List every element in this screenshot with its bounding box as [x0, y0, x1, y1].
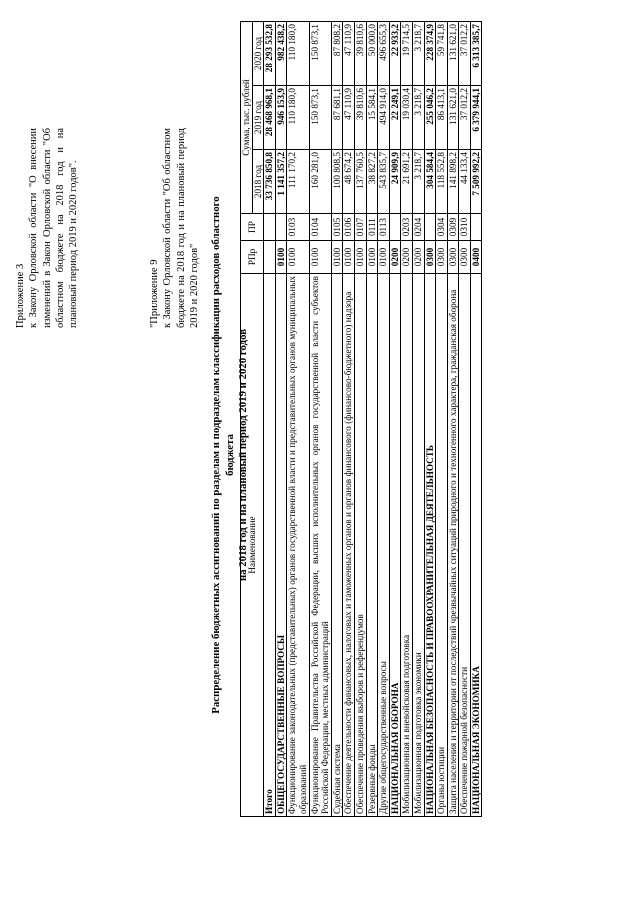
row-2018: 21 691,2 — [401, 150, 413, 214]
row-pr — [470, 214, 482, 241]
row-2018: 141 898,2 — [447, 150, 459, 214]
header-2020: 2020 год — [252, 21, 264, 85]
header-2019: 2019 год — [252, 86, 264, 150]
header-2018: 2018 год — [252, 150, 264, 214]
row-name: Мобилизационная подготовка экономики — [412, 274, 424, 817]
row-pr: 0203 — [401, 214, 413, 241]
row-pr: 0204 — [412, 214, 424, 241]
row-2019: 22 249,1 — [389, 86, 401, 150]
row-rpr: 0300 — [424, 241, 436, 274]
row-2019: 6 379 944,1 — [470, 86, 482, 150]
row-name: НАЦИОНАЛЬНАЯ БЕЗОПАСНОСТЬ И ПРАВООХРАНИТЕЛЬНАЯ ДЕЯТЕЛЬНОСТЬ — [424, 274, 436, 817]
row-2019: 255 046,2 — [424, 86, 436, 150]
row-name: НАЦИОНАЛЬНАЯ ЭКОНОМИКА — [470, 274, 482, 817]
row-name: Резервные фонды — [366, 274, 378, 817]
row-2018: 160 281,0 — [309, 150, 331, 214]
row-name: Органы юстиции — [436, 274, 448, 817]
row-2019: 28 468 968,1 — [264, 86, 276, 150]
row-pr: 0104 — [309, 214, 331, 241]
row-name: Итого — [264, 274, 276, 817]
row-2020: 496 655,3 — [378, 21, 390, 85]
row-name: Функционирование законодательных (представительных) органов государственной власти и представительных органов муниципальных образований — [287, 274, 309, 817]
row-2019: 494 914,0 — [378, 86, 390, 150]
row-pr: 0105 — [331, 214, 343, 241]
header-sum: Сумма, тыс. рублей — [241, 21, 253, 213]
row-2020: 87 808,2 — [331, 21, 343, 85]
row-2019: 86 413,1 — [436, 86, 448, 150]
row-2019: 110 180,0 — [287, 86, 309, 150]
row-rpr: 0100 — [309, 241, 331, 274]
row-2018: 100 808,5 — [331, 150, 343, 214]
row-name: Судебная система — [331, 274, 343, 817]
row-2018: 24 909,9 — [389, 150, 401, 214]
row-2018: 543 835,7 — [378, 150, 390, 214]
appendix-note — [14, 128, 80, 328]
row-pr: 0113 — [378, 214, 390, 241]
row-2018: 304 584,4 — [424, 150, 436, 214]
table-row — [343, 21, 355, 816]
row-2020: 6 313 385,7 — [470, 21, 482, 85]
table-row — [412, 21, 424, 816]
row-rpr: 0100 — [287, 241, 309, 274]
row-2019: 15 584,1 — [366, 86, 378, 150]
table-row — [354, 21, 366, 816]
table-row — [424, 21, 436, 816]
table-row — [447, 21, 459, 816]
row-2020: 150 873,1 — [309, 21, 331, 85]
row-pr — [389, 214, 401, 241]
row-rpr: 0300 — [436, 241, 448, 274]
row-rpr: 0400 — [470, 241, 482, 274]
row-name: ОБЩЕГОСУДАРСТВЕННЫЕ ВОПРОСЫ — [275, 274, 287, 817]
appendix-reference — [148, 128, 201, 328]
row-2020: 982 438,2 — [275, 21, 287, 85]
row-rpr: 0100 — [331, 241, 343, 274]
row-pr: 0107 — [354, 214, 366, 241]
row-2019: 150 873,1 — [309, 86, 331, 150]
row-2018: 1 141 357,2 — [275, 150, 287, 214]
table-row — [459, 21, 471, 816]
title-line-1: Распределение бюджетных ассигнований по разделам и подразделам классификации расходов областного бюджета — [210, 196, 236, 714]
row-2018: 3 218,7 — [412, 150, 424, 214]
row-name: Обеспечение деятельности финансовых, налоговых и таможенных органов и органов финансового (финансово-бюджетного) надзора — [343, 274, 355, 817]
row-2019: 47 110,9 — [343, 86, 355, 150]
row-2018: 44 133,4 — [459, 150, 471, 214]
row-rpr: 0200 — [389, 241, 401, 274]
row-2020: 39 810,6 — [354, 21, 366, 85]
row-2019: 3 218,7 — [412, 86, 424, 150]
row-pr — [264, 214, 276, 241]
table-row — [470, 21, 482, 816]
table-row — [264, 21, 276, 816]
row-2019: 946 153,9 — [275, 86, 287, 150]
table-row — [436, 21, 448, 816]
row-2020: 59 741,8 — [436, 21, 448, 85]
row-2020: 28 293 532,8 — [264, 21, 276, 85]
row-name: Функционирование Правительства Российской Федерации, высших исполнительных органов государственной власти субъектов Российской Федерации, местных администраций — [309, 274, 331, 817]
row-rpr — [264, 241, 276, 274]
row-pr: 0310 — [459, 214, 471, 241]
row-pr: 0103 — [287, 214, 309, 241]
row-2019: 37 012,2 — [459, 86, 471, 150]
row-name: Мобилизационная и вневойсковая подготовка — [401, 274, 413, 817]
row-2020: 19 714,5 — [401, 21, 413, 85]
table-body — [264, 21, 482, 816]
row-pr — [424, 214, 436, 241]
row-rpr: 0200 — [412, 241, 424, 274]
table-row — [389, 21, 401, 816]
row-rpr: 0100 — [378, 241, 390, 274]
row-pr: 0304 — [436, 214, 448, 241]
row-2020: 37 012,2 — [459, 21, 471, 85]
table-row — [331, 21, 343, 816]
title-line-2: на 2018 год и на плановый период 2019 и 2020 годов — [237, 328, 249, 582]
row-rpr: 0100 — [366, 241, 378, 274]
appendix-line: к Закону Орловской области "О внесении изменений в Закон Орловской области "Об областном бюджете на 2018 год и на плановый период 2019 и 2020 годов". — [28, 128, 80, 328]
header-pr: ПР — [241, 214, 264, 241]
row-2019: 131 621,0 — [447, 86, 459, 150]
row-name: Обеспечение пожарной безопасности — [459, 274, 471, 817]
row-2018: 111 170,2 — [287, 150, 309, 214]
row-name: Другие общегосударственные вопросы — [378, 274, 390, 817]
row-2018: 38 827,2 — [366, 150, 378, 214]
header-rpr: РПр — [241, 241, 264, 274]
table-row — [378, 21, 390, 816]
row-2018: 33 736 850,8 — [264, 150, 276, 214]
appendix-ref-line: к Закону Орловской области "Об областном бюджете на 2018 год и на плановый период 2019 и 2020 годов" — [162, 128, 200, 328]
budget-table — [240, 21, 482, 817]
row-2020: 50 000,0 — [366, 21, 378, 85]
table-row — [309, 21, 331, 816]
row-2020: 22 933,2 — [389, 21, 401, 85]
row-rpr: 0300 — [459, 241, 471, 274]
row-2020: 110 180,0 — [287, 21, 309, 85]
row-2019: 19 030,4 — [401, 86, 413, 150]
header-name: Наименование — [241, 274, 264, 817]
row-2018: 48 674,2 — [343, 150, 355, 214]
row-rpr: 0300 — [447, 241, 459, 274]
row-rpr: 0200 — [401, 241, 413, 274]
row-name: Обеспечение проведения выборов и референдумов — [354, 274, 366, 817]
row-rpr: 0100 — [343, 241, 355, 274]
row-2018: 118 552,8 — [436, 150, 448, 214]
row-name: Защита населения и территории от последствий чрезвычайных ситуаций природного и техногенного характера, гражданская оборона — [447, 274, 459, 817]
row-pr: 0309 — [447, 214, 459, 241]
row-2020: 3 218,7 — [412, 21, 424, 85]
row-2020: 47 110,9 — [343, 21, 355, 85]
row-2018: 137 760,5 — [354, 150, 366, 214]
appendix-line: Приложение 3 — [15, 263, 26, 328]
table-row — [401, 21, 413, 816]
table-row — [287, 21, 309, 816]
table-row — [366, 21, 378, 816]
row-2019: 39 810,6 — [354, 86, 366, 150]
row-pr: 0111 — [366, 214, 378, 241]
header-row — [241, 21, 253, 816]
row-pr: 0106 — [343, 214, 355, 241]
row-rpr: 0100 — [275, 241, 287, 274]
appendix-ref-line: "Приложение 9 — [149, 259, 160, 328]
row-2019: 87 681,1 — [331, 86, 343, 150]
row-rpr: 0100 — [354, 241, 366, 274]
row-2020: 228 374,9 — [424, 21, 436, 85]
table-row — [275, 21, 287, 816]
row-pr — [275, 214, 287, 241]
row-name: НАЦИОНАЛЬНАЯ ОБОРОНА — [389, 274, 401, 817]
row-2018: 7 509 992,2 — [470, 150, 482, 214]
row-2020: 131 621,0 — [447, 21, 459, 85]
